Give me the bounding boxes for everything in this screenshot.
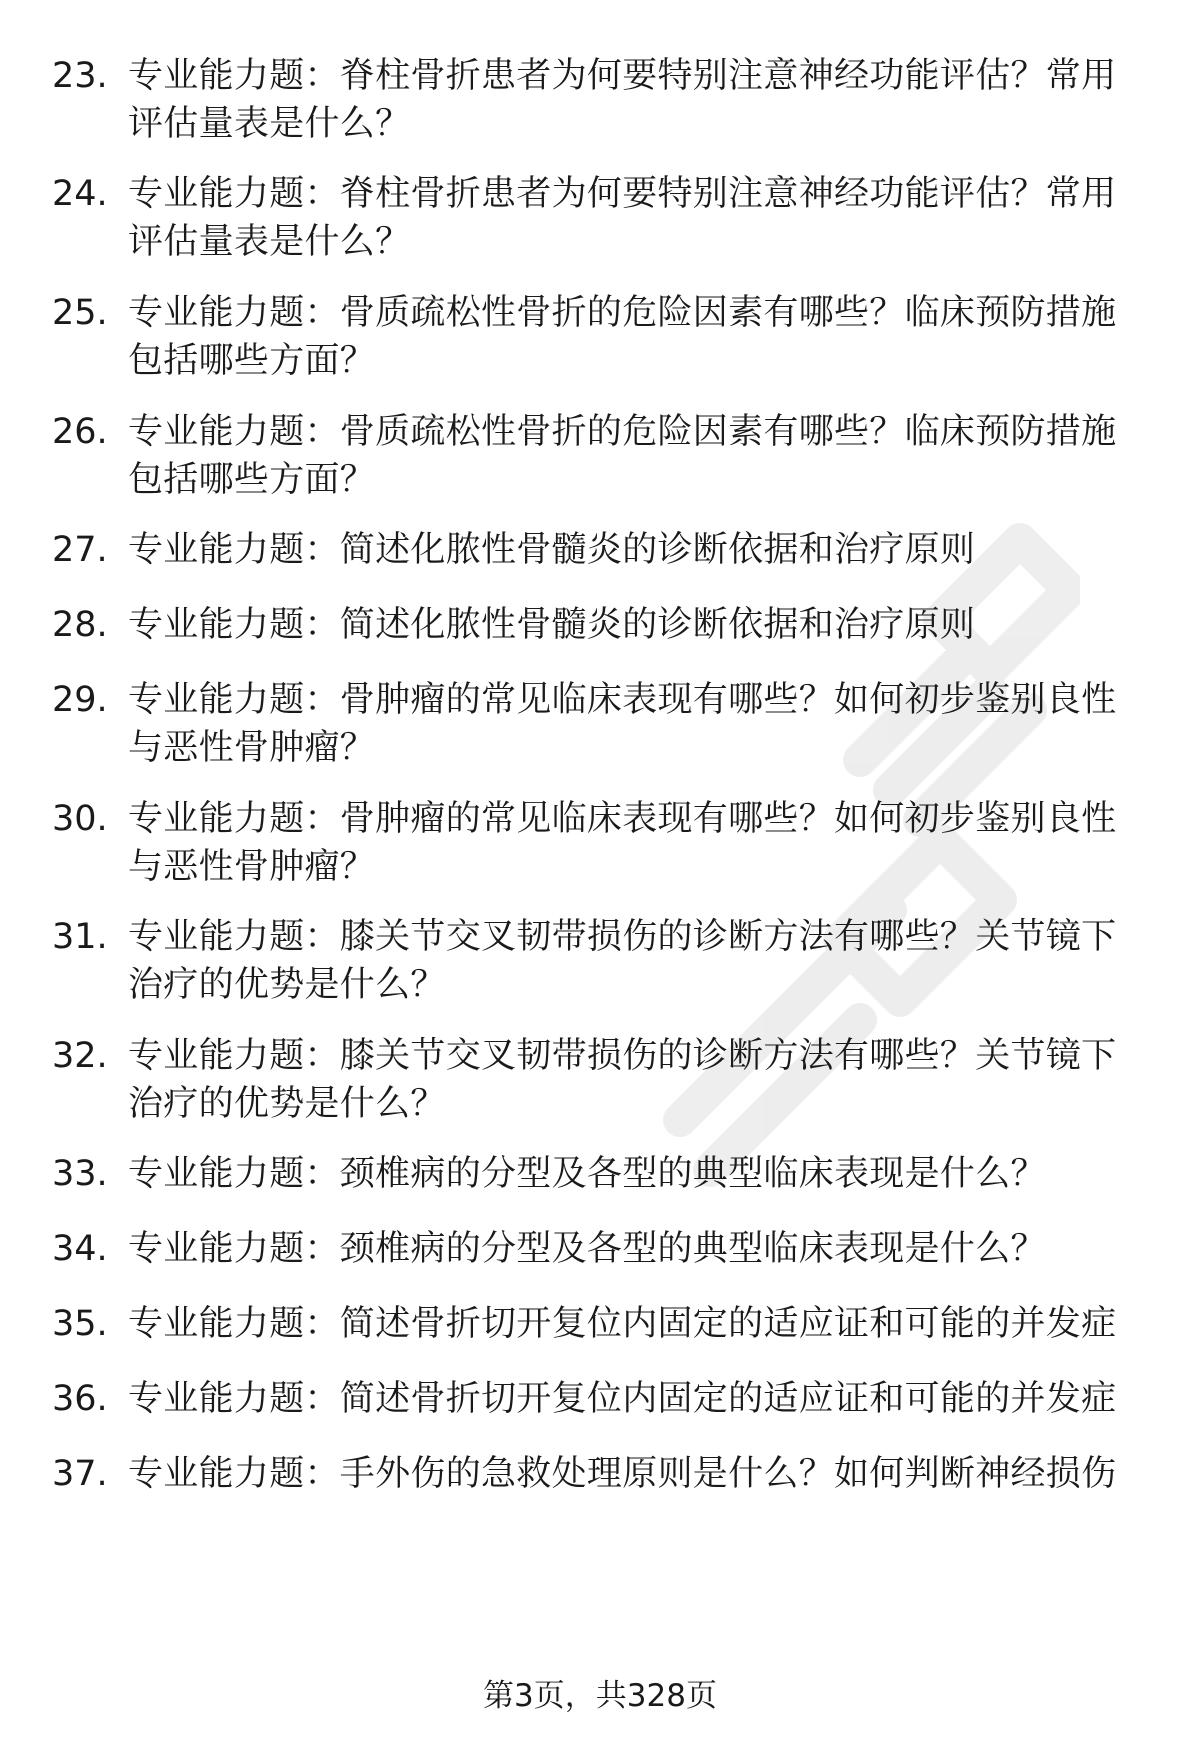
question-text: 专业能力题：脊柱骨折患者为何要特别注意神经功能评估？常用评估量表是什么？ xyxy=(128,174,1117,262)
question-text: 专业能力题：简述化脓性骨髓炎的诊断依据和治疗原则 xyxy=(128,530,976,570)
question-text: 专业能力题：骨质疏松性骨折的危险因素有哪些？临床预防措施包括哪些方面？ xyxy=(128,293,1117,381)
question-number: 37. xyxy=(52,1454,108,1494)
question-number: 23. xyxy=(52,56,108,96)
question-text: 专业能力题：骨肿瘤的常见临床表现有哪些？如何初步鉴别良性与恶性骨肿瘤？ xyxy=(128,799,1117,887)
question-text: 专业能力题：骨肿瘤的常见临床表现有哪些？如何初步鉴别良性与恶性骨肿瘤？ xyxy=(128,680,1117,768)
question-number: 31. xyxy=(52,917,108,957)
question-text: 专业能力题：手外伤的急救处理原则是什么？如何判断神经损伤 xyxy=(128,1454,1117,1494)
question-text: 专业能力题：简述化脓性骨髓炎的诊断依据和治疗原则 xyxy=(128,605,976,645)
question-number: 24. xyxy=(52,174,108,214)
question-number: 35. xyxy=(52,1304,108,1344)
question-text: 专业能力题：颈椎病的分型及各型的典型临床表现是什么？ xyxy=(128,1154,1046,1194)
question-number: 27. xyxy=(52,530,108,570)
question-text: 专业能力题：脊柱骨折患者为何要特别注意神经功能评估？常用评估量表是什么？ xyxy=(128,56,1117,144)
page-number-label: 第3页，共328页 xyxy=(483,1678,717,1714)
question-number: 29. xyxy=(52,680,108,720)
question-number: 32. xyxy=(52,1036,108,1076)
question-text: 专业能力题：简述骨折切开复位内固定的适应证和可能的并发症 xyxy=(128,1379,1117,1419)
question-text: 专业能力题：骨质疏松性骨折的危险因素有哪些？临床预防措施包括哪些方面？ xyxy=(128,412,1117,500)
question-number: 36. xyxy=(52,1379,108,1419)
question-text: 专业能力题：膝关节交叉韧带损伤的诊断方法有哪些？关节镜下治疗的优势是什么？ xyxy=(128,1036,1117,1124)
question-number: 34. xyxy=(52,1229,108,1269)
question-text: 专业能力题：膝关节交叉韧带损伤的诊断方法有哪些？关节镜下治疗的优势是什么？ xyxy=(128,917,1117,1005)
question-text: 专业能力题：颈椎病的分型及各型的典型临床表现是什么？ xyxy=(128,1229,1046,1269)
question-number: 33. xyxy=(52,1154,108,1194)
question-text: 专业能力题：简述骨折切开复位内固定的适应证和可能的并发症 xyxy=(128,1304,1117,1344)
page-footer xyxy=(0,1675,1200,1717)
question-number: 28. xyxy=(52,605,108,645)
question-number: 26. xyxy=(52,412,108,452)
question-number: 25. xyxy=(52,293,108,333)
question-number: 30. xyxy=(52,799,108,839)
